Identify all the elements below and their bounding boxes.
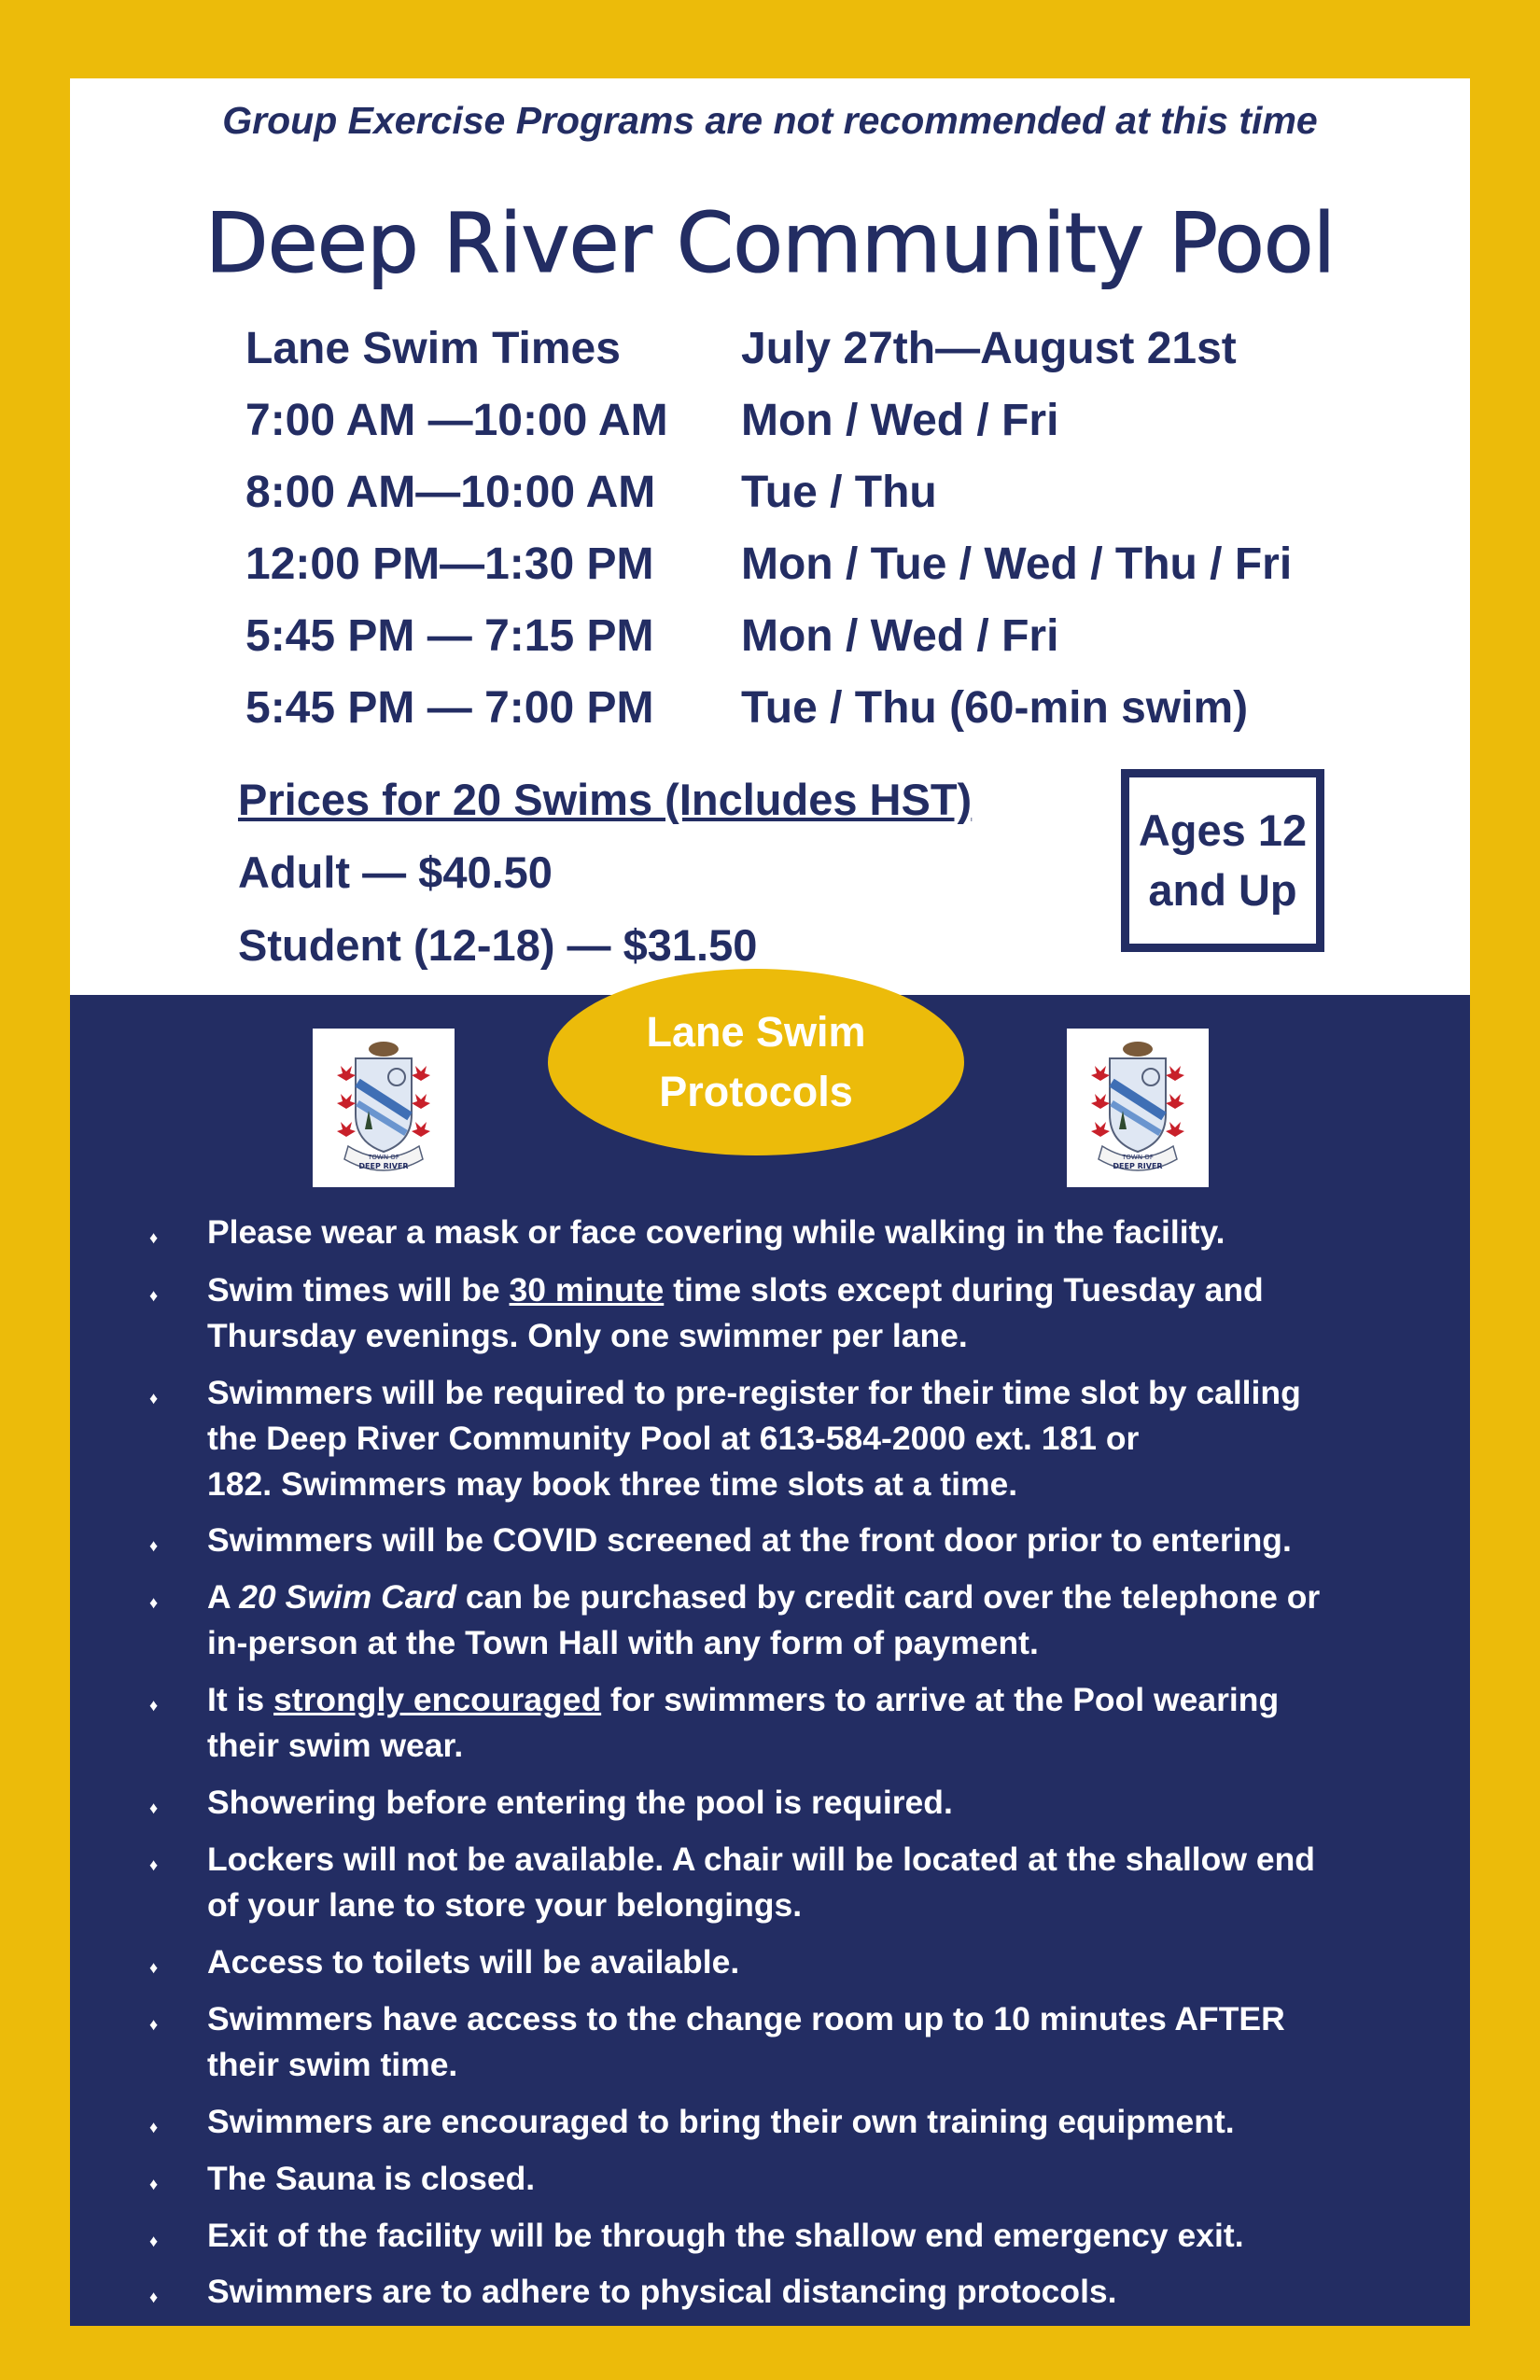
bullet-icon: ♦ xyxy=(149,1536,159,1555)
protocol-item-1: Please wear a mask or face covering while walking in the facility. xyxy=(207,1213,1225,1251)
protocol-item-2: Swim times will be 30 minute time slots except during Tuesday and Thursday evenings. Only one swimmer per lane. xyxy=(207,1271,1264,1354)
prices-heading: Prices for 20 Swims (Includes HST) xyxy=(238,775,973,824)
protocol-item-3: Swimmers will be required to pre-register for their time slot by calling the Deep River Community Pool at 613-584-2000 ext. 181 or 182. Swimmers may book three time slots at a time. xyxy=(207,1374,1301,1503)
ages-line-2: and Up xyxy=(1148,865,1297,915)
protocol-item-8: Lockers will not be available. A chair will be located at the shallow end of your lane to store your belongings. xyxy=(207,1841,1315,1924)
protocol-item-14: Swimmers are to adhere to physical distancing protocols. xyxy=(207,2273,1117,2310)
schedule-time-4: 5:45 PM — 7:15 PM xyxy=(245,611,654,661)
bullet-icon: ♦ xyxy=(149,1228,159,1247)
protocol-item-6: It is strongly encouraged for swimmers to arrive at the Pool wearing their swim wear. xyxy=(207,1681,1280,1764)
bullet-icon: ♦ xyxy=(149,2118,159,2136)
bullet-icon: ♦ xyxy=(149,1696,159,1715)
protocol-item-13: Exit of the facility will be through the shallow end emergency exit. xyxy=(207,2217,1244,2254)
schedule-time-5: 5:45 PM — 7:00 PM xyxy=(245,683,654,733)
crest-text-1: TOWN OF xyxy=(368,1154,399,1161)
protocol-item-7: Showering before entering the pool is required. xyxy=(207,1784,953,1821)
notice-text: Group Exercise Programs are not recommended at this time xyxy=(222,99,1318,142)
bullet-icon: ♦ xyxy=(149,1389,159,1407)
ages-line-1: Ages 12 xyxy=(1138,805,1308,855)
bullet-icon: ♦ xyxy=(149,1799,159,1817)
protocols-badge-line-2: Protocols xyxy=(659,1068,853,1115)
town-crest-right xyxy=(1067,1029,1209,1187)
bullet-icon: ♦ xyxy=(149,2288,159,2306)
schedule-days-3: Mon / Tue / Wed / Thu / Fri xyxy=(741,539,1293,589)
schedule-days-5: Tue / Thu (60-min swim) xyxy=(741,683,1249,733)
page-title: Deep River Community Pool xyxy=(204,195,1336,291)
protocols-badge xyxy=(548,969,964,1155)
schedule-time-2: 8:00 AM—10:00 AM xyxy=(245,468,656,517)
protocol-item-10: Swimmers have access to the change room up to 10 minutes AFTER their swim time. xyxy=(207,2000,1285,2083)
protocol-item-12: The Sauna is closed. xyxy=(207,2160,536,2197)
price-adult: Adult — $40.50 xyxy=(238,847,553,897)
protocol-item-4: Swimmers will be COVID screened at the front door prior to entering. xyxy=(207,1521,1292,1559)
bullet-icon: ♦ xyxy=(149,2232,159,2250)
schedule-heading-left: Lane Swim Times xyxy=(245,324,621,373)
bullet-icon: ♦ xyxy=(149,1286,159,1305)
protocol-item-5: A 20 Swim Card can be purchased by credit card over the telephone or in-person at the Town Hall with any form of payment. xyxy=(207,1578,1321,1661)
schedule-days-4: Mon / Wed / Fri xyxy=(741,611,1059,661)
town-crest-left xyxy=(313,1029,455,1187)
top-panel xyxy=(70,78,1470,995)
schedule-days-2: Tue / Thu xyxy=(741,468,937,517)
ages-badge xyxy=(1121,769,1324,952)
bullet-icon: ♦ xyxy=(149,2015,159,2034)
protocol-item-9: Access to toilets will be available. xyxy=(207,1943,740,1981)
bullet-icon: ♦ xyxy=(149,2175,159,2193)
protocols-panel xyxy=(70,995,1470,2326)
schedule-time-1: 7:00 AM —10:00 AM xyxy=(245,396,668,445)
protocol-item-11: Swimmers are encouraged to bring their own training equipment. xyxy=(207,2103,1235,2140)
crest-text-1: TOWN OF xyxy=(1122,1154,1154,1161)
crest-emblem-icon xyxy=(313,1029,455,1187)
crest-text-2: DEEP RIVER xyxy=(1113,1162,1163,1170)
schedule-days-1: Mon / Wed / Fri xyxy=(741,396,1059,445)
bullet-icon: ♦ xyxy=(149,1593,159,1612)
crest-emblem-icon xyxy=(1067,1029,1209,1187)
protocols-badge-line-1: Lane Swim xyxy=(646,1008,866,1056)
crest-text-2: DEEP RIVER xyxy=(358,1162,409,1170)
schedule-heading-right: July 27th—August 21st xyxy=(741,324,1237,373)
bullet-icon: ♦ xyxy=(149,1958,159,1977)
price-student: Student (12-18) — $31.50 xyxy=(238,920,758,970)
schedule-time-3: 12:00 PM—1:30 PM xyxy=(245,539,654,589)
bullet-icon: ♦ xyxy=(149,1855,159,1874)
